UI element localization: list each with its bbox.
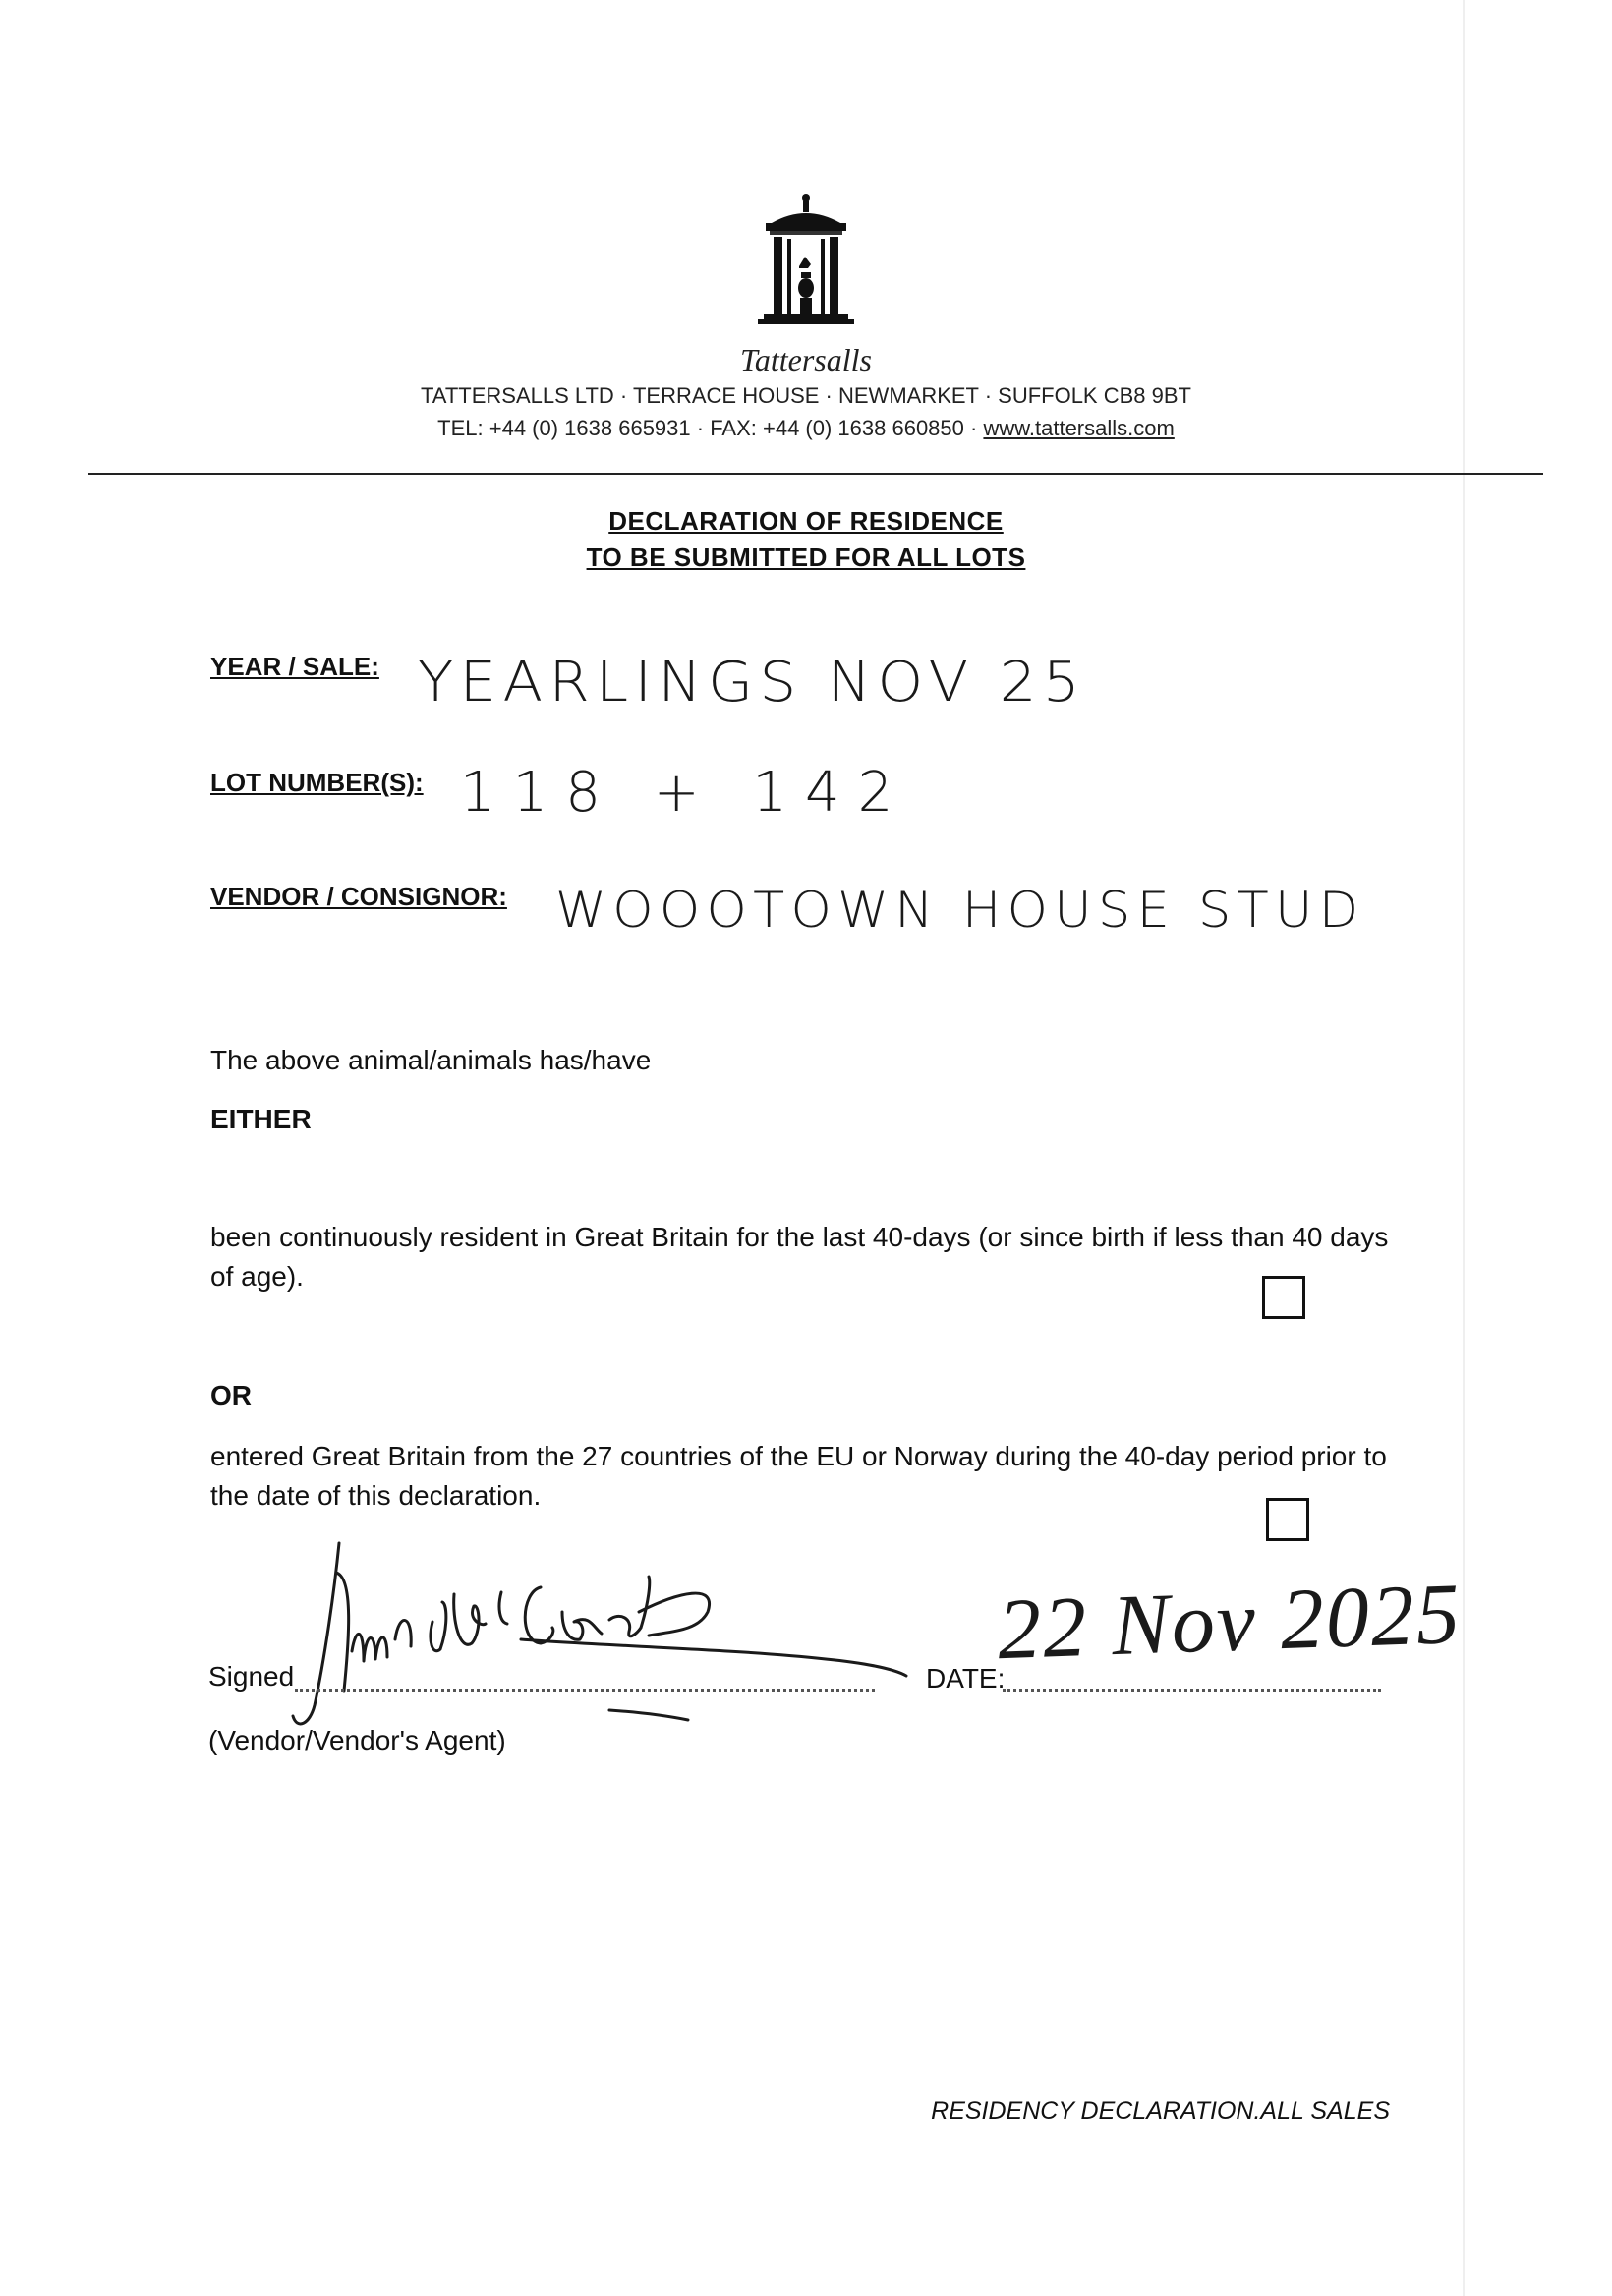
company-contact [0,416,1612,441]
date-value[interactable]: 22 Nov 2025 [996,1566,1464,1679]
or-heading: OR [210,1380,252,1410]
contact-numbers: TEL: +44 (0) 1638 665931 · FAX: +44 (0) 1638 660850 · [437,416,984,440]
option2-checkbox[interactable] [1266,1498,1309,1541]
footer-label: RESIDENCY DECLARATION.ALL SALES [931,2097,1390,2125]
signed-label: Signed [208,1661,295,1692]
vendor-consignor-value[interactable]: WOOOTOWN HOUSE STUD [555,882,1365,939]
option1-text: been continuously resident in Great Britain for the last 40-days (or since birth if less than 40 days of age). [210,1222,1389,1292]
website-link[interactable]: www.tattersalls.com [983,416,1175,440]
lot-numbers-label: LOT NUMBER(S): [210,768,424,797]
signature-line [295,1687,875,1692]
vendor-consignor-label: VENDOR / CONSIGNOR: [210,882,507,911]
option2-text: entered Great Britain from the 27 countries of the EU or Norway during the 40-day period prior to the date of this declaration. [210,1441,1387,1511]
header-divider [88,473,1543,475]
either-heading: EITHER [210,1104,312,1134]
document-subtitle: TO BE SUBMITTED FOR ALL LOTS [586,543,1026,572]
brand-name: Tattersalls [740,342,872,377]
intro-text: The above animal/animals has/have [210,1045,652,1075]
document-title: DECLARATION OF RESIDENCE [608,506,1004,536]
option1-checkbox[interactable] [1262,1276,1305,1319]
year-sale-value[interactable]: YEARLINGS NOV 25 [418,651,1087,715]
date-label: DATE: [926,1663,1006,1693]
company-address: TATTERSALLS LTD · TERRACE HOUSE · NEWMARKET · SUFFOLK CB8 9BT [421,383,1191,408]
vendor-agent-label: (Vendor/Vendor's Agent) [208,1725,506,1755]
tattersalls-logo-icon [752,192,860,339]
date-line [1003,1687,1381,1692]
lot-numbers-value[interactable]: 118 + 142 [460,761,911,825]
year-sale-label: YEAR / SALE: [210,652,379,681]
